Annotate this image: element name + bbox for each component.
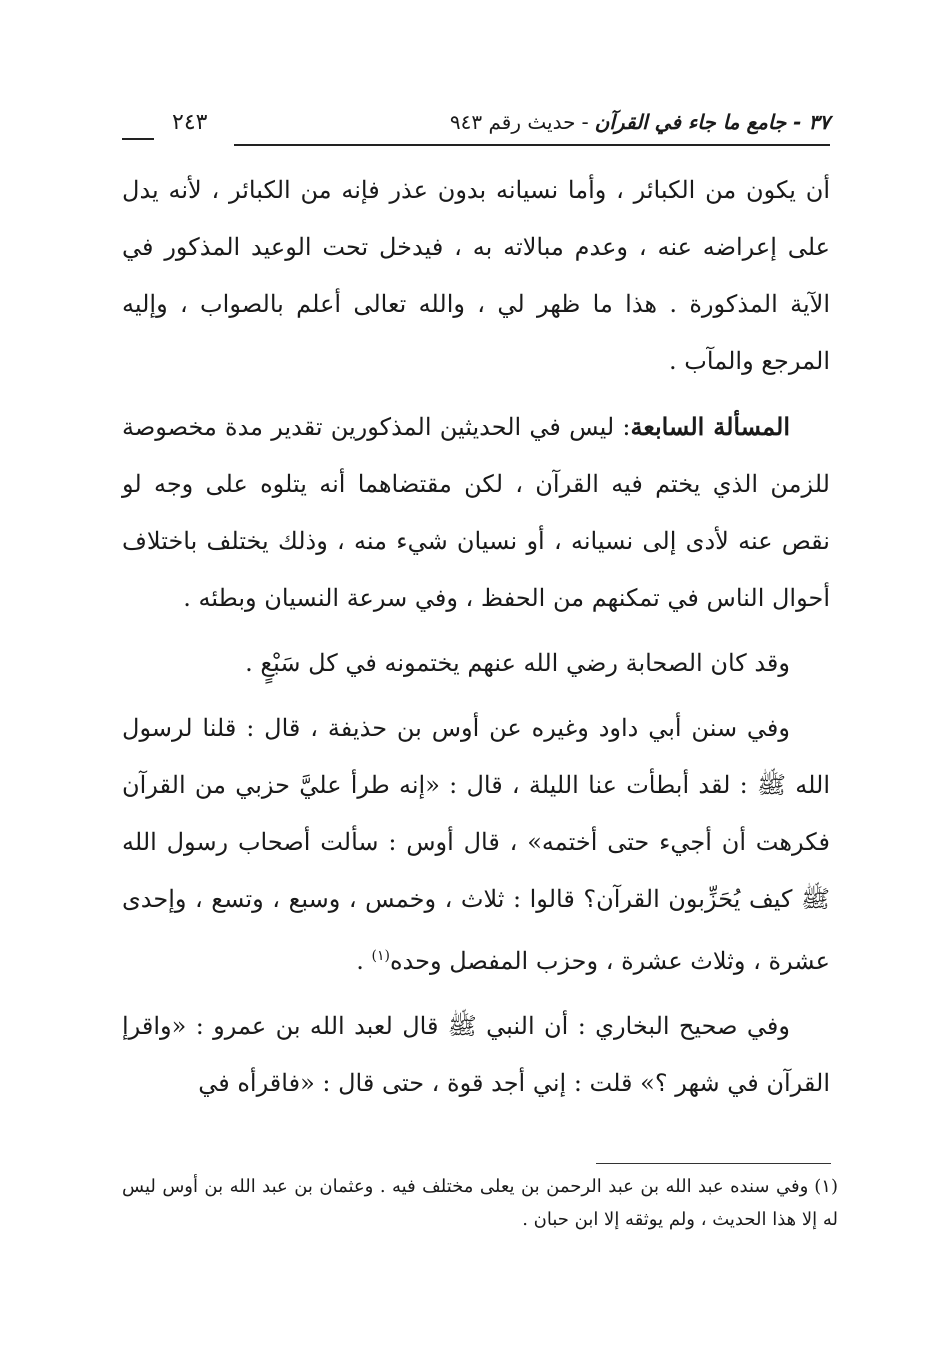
- running-header: [122, 108, 830, 148]
- hadith-reference: حديث رقم ٩٤٣: [449, 110, 576, 134]
- paragraph-4-end: .: [356, 947, 372, 975]
- paragraph-3: وقد كان الصحابة رضي الله عنهم يختمونه في كل سَبْعٍ .: [245, 649, 790, 677]
- header-dash: [122, 138, 154, 140]
- paragraph-5: وفي صحيح البخاري : أن النبي ﷺ قال لعبد الله بن عمرو : «واقرإ القرآن في شهر ؟» قلت : إني أجد قوة ، حتى قال : «فاقرأه في: [122, 1012, 830, 1097]
- paragraph-1: أن يكون من الكبائر ، وأما نسيانه بدون عذر فإنه من الكبائر ، لأنه يدل على إعراضه عنه ، وعدم مبالاته به ، فيدخل تحت الوعيد المذكور في الآية المذكورة . هذا ما ظهر لي ، والله تعالى أعلم بالصواب ، وإليه المرجع والمآب .: [122, 176, 830, 375]
- header-separator: -: [581, 110, 589, 134]
- paragraph-2: [122, 398, 830, 627]
- header-rule: [234, 144, 830, 146]
- main-text: [122, 162, 830, 1120]
- footnote-paragraph: [122, 1170, 838, 1236]
- issue-heading: المسألة السابعة: [630, 412, 790, 441]
- footnote-number: (١): [814, 1176, 838, 1197]
- footnote-reference: (١): [371, 948, 390, 964]
- chapter-title: ٣٧ - جامع ما جاء في القرآن: [594, 110, 830, 134]
- paragraph-2-text: : ليس في الحديثين المذكورين تقدير مدة مخصوصة للزمن الذي يختم فيه القرآن ، لكن مقتضاهما أنه يتلوه على وجه لو نقص عنه لأدى إلى نسيانه ، أو نسيان شيء منه ، وذلك يختلف باختلاف أحوال الناس في تمكنهم من الحفظ ، وفي سرعة النسيان وبطئه .: [122, 413, 830, 612]
- paragraph-4-text: وفي سنن أبي داود وغيره عن أوس بن حذيفة ، قال : قلنا لرسول الله ﷺ : لقد أبطأت عنا الليلة ، قال : «إنه طرأ عليَّ حزبي من القرآن فكرهت أن أجيء حتى أختمه» ، قال أوس : سألت أصحاب رسول الله ﷺ كيف يُحَزِّبون القرآن؟ قالوا : ثلاث ، وخمس ، وسبع ، وتسع ، وإحدى عشرة ، وثلاث عشرة ، وحزب المفصل وحده: [122, 714, 830, 975]
- footnote-rule: [596, 1163, 831, 1164]
- footnote: [122, 1170, 838, 1236]
- paragraph-4: [122, 700, 830, 990]
- header-title: [450, 110, 830, 134]
- page-number: ٢٤٣: [172, 110, 208, 135]
- footnote-text: وفي سنده عبد الله بن عبد الرحمن بن يعلى مختلف فيه . وعثمان بن عبد الله بن أوس ليس له إلا هذا الحديث ، ولم يوثقه إلا ابن حبان .: [122, 1176, 838, 1230]
